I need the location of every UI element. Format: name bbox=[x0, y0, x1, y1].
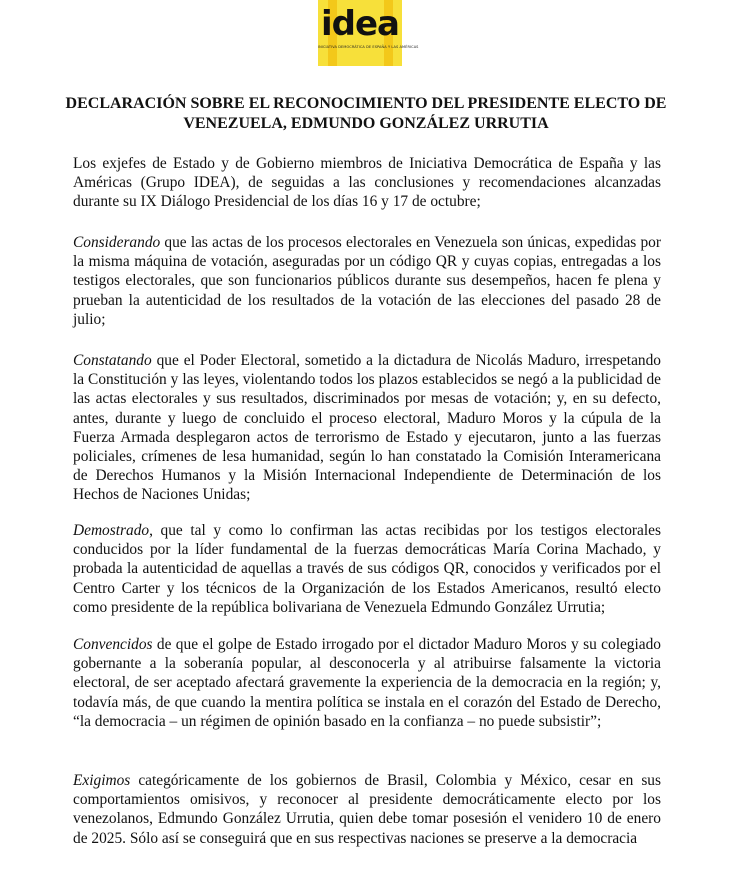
paragraph-considerando bbox=[73, 233, 661, 329]
paragraph-demostrado bbox=[73, 521, 661, 617]
paragraph-lead: Convencidos bbox=[73, 636, 153, 653]
paragraph-text: que el Poder Electoral, sometido a la dictadura de Nicolás Maduro, irrespetando la Constitución y las leyes, violentando todos los plazos establecidos se negó a la publicidad de las actas electorales y sus resultados, discriminados por mesas de votación; y, en su defecto, antes, durante y luego de concluido el proceso electoral, Maduro Moros y la cúpula de la Fuerza Armada desplegaron actos de terrorismo de Estado y ejecutaron, junto a las fuerzas policiales, crímenes de lesa humanidad, según lo han constatado la Comisión Interamericana de Derechos Humanos y la Misión Internacional Independiente de Determinación de los Hechos de Naciones Unidas; bbox=[73, 352, 661, 504]
document-title: DECLARACIÓN SOBRE EL RECONOCIMIENTO DEL PRESIDENTE ELECTO DE VENEZUELA, EDMUNDO GONZÁLEZ URRUTIA bbox=[65, 95, 667, 132]
idea-logo bbox=[318, 0, 419, 66]
paragraph-exigimos bbox=[73, 771, 661, 848]
paragraph-intro bbox=[73, 154, 661, 212]
paragraph-convencidos bbox=[73, 635, 661, 731]
paragraph-text: que las actas de los procesos electorales en Venezuela son únicas, expedidas por la misma máquina de votación, aseguradas por un código QR y cuyas copias, entregadas a los testigos electorales, que son funcionarios públicos durante sus desempeños, hacen fe plena y prueban la autenticidad de los resultados de la votación de las elecciones del pasado 28 de julio; bbox=[73, 234, 661, 328]
logo-wordmark: idea bbox=[321, 4, 399, 44]
paragraph-text: Los exjefes de Estado y de Gobierno miembros de Iniciativa Democrática de España y las Américas (Grupo IDEA), de seguidas a las conclusiones y recomendaciones alcanzadas durante su IX Diálogo Presidencial de los días 16 y 17 de octubre; bbox=[73, 155, 661, 211]
paragraph-text: , que tal y como lo confirman las actas recibidas por los testigos electorales conducidos por la líder fundamental de la fuerzas democráticas María Corina Machado, y probada la autenticidad de aquellas a través de sus códigos QR, conocidos y verificados por el Centro Carter y los técnicos de la Organización de los Estados Americanos, resultó electo como presidente de la república bolivariana de Venezuela Edmundo González Urrutia; bbox=[73, 522, 661, 616]
paragraph-lead: Exigimos bbox=[73, 772, 131, 789]
logo-tagline: INICIATIVA DEMOCRÁTICA DE ESPAÑA Y LAS AMÉRICAS bbox=[318, 45, 419, 49]
paragraph-text: categóricamente de los gobiernos de Brasil, Colombia y México, cesar en sus comportamientos omisivos, y reconocer al presidente democráticamente electo por los venezolanos, Edmundo González Urrutia, quien debe tomar posesión el venidero 10 de enero de 2025. Sólo así se conseguirá que en sus respectivas naciones se preserve a la democracia bbox=[73, 772, 661, 847]
paragraph-constatando bbox=[73, 351, 661, 505]
paragraph-text: de que el golpe de Estado irrogado por el dictador Maduro Moros y su colegiado gobernante a la soberanía popular, al desconocerla y al atribuirse falsamente la victoria electoral, de ser aceptado afectará gravemente la experiencia de la democracia en la región; y, todavía más, de que cuando la mentira política se instala en el corazón del Estado de Derecho, “la democracia – un régimen de opinión basado en la confianza – no puede subsistir”; bbox=[73, 636, 661, 730]
paragraph-lead: Constatando bbox=[73, 352, 152, 369]
paragraph-lead: Demostrado bbox=[73, 522, 150, 539]
paragraph-lead: Considerando bbox=[73, 234, 161, 251]
